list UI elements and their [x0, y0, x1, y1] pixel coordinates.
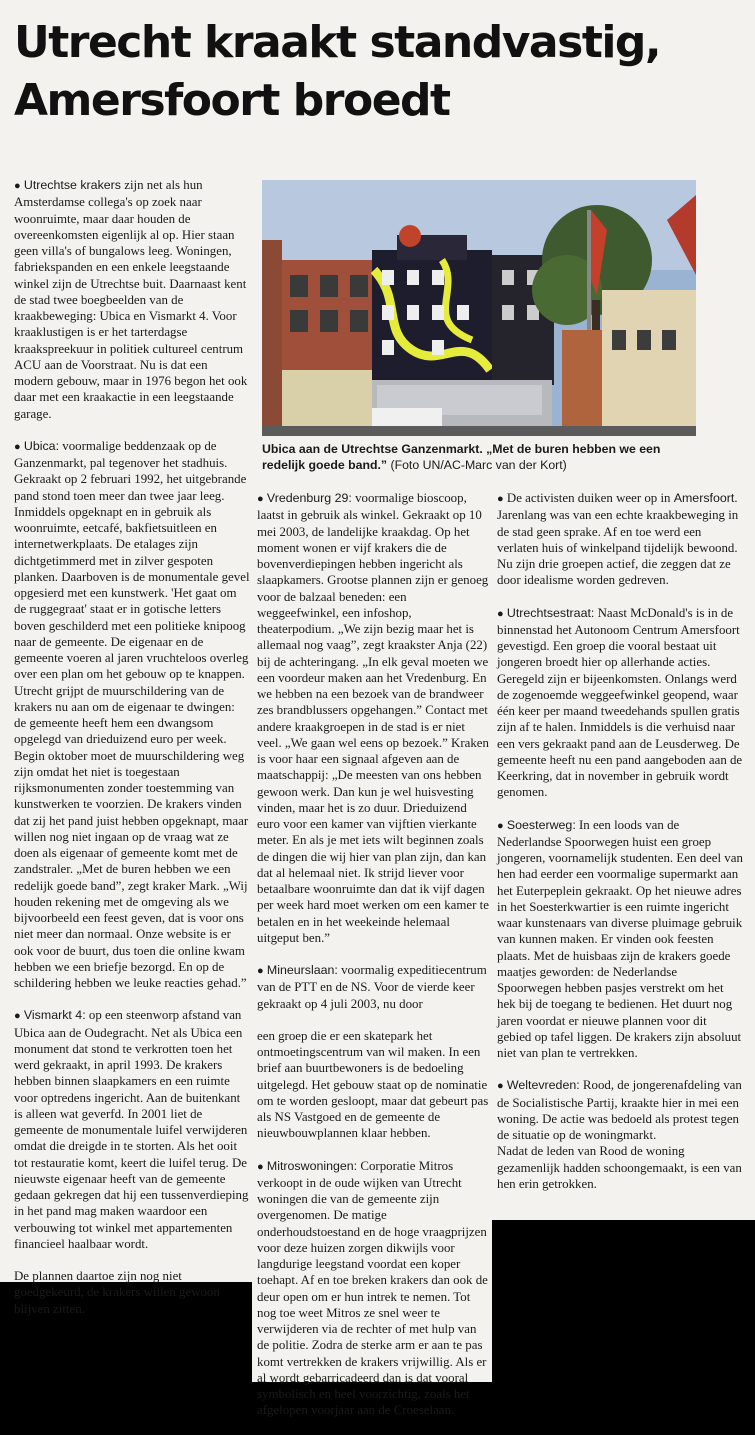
article-mineurslaan-body: voormalig expeditiecentrum van de PTT en de NS. Voor de vierde keer gekraakt op 4 juli 2003, nu door — [257, 963, 487, 1011]
article-amersfoort-body: . Jarenlang was van een echte kraakbeweging in de stad geen sprake. Af en toe werd een verlaten huis of winkelpand tijdelijk bewoond. Nu zijn drie groepen actief, die zeggen dat ze door idealisme worden gedreven. — [497, 491, 739, 588]
article-weltevreden-body: Rood, de jongerenafdeling van de Socialistische Partij, kraakte hier in mei een woning. De actie was bedoeld als protest tegen de situatie op de woningmarkt. — [497, 1078, 742, 1142]
building-photo — [262, 180, 696, 436]
article-mineurslaan — [257, 962, 489, 1012]
bullet-icon: ● — [257, 493, 264, 505]
article-vismarkt-end: De plannen daartoe zijn nog niet goedgekeurd, de krakers willen gewoon blijven zitten. — [14, 1269, 220, 1316]
bullet-icon: ● — [497, 607, 504, 620]
article-amersfoort — [497, 490, 743, 589]
bullet-icon: ● — [257, 1160, 264, 1173]
article-mitros-lead: Mitroswoningen: — [266, 1158, 358, 1173]
article-mineurslaan-end: een groep die er een skatepark het ontmoetingscentrum van wil maken. In een brief aan buurtbewoners is de bedoeling uitgelegd. Het gebouw staat op de nominatie om te worden gesloopt, maar dat gebeurt pas als NS Vastgoed en de gemeente de nieuwbouwplannen klaar hebben. — [257, 1028, 489, 1141]
article-vismarkt-body: op een steenworp afstand van Ubica aan de Oudegracht. Net als Ubica een monument dat stond te verkrotten toen het werd gekraakt, in april 1993. De krakers hebben binnen slaapkamers en een ruimte voor optredens ingericht. Aan de buitenkant is alleen wat geverfd. In 2001 liet de gemeente de monumentale luifel verwijderen omdat die dreigde in te storten. Als het ooit tot restauratie komt, keert die luifel terug. De nieuwste eigenaar heeft van de gemeente gedaan gekregen dat hij een tussenverdieping in het pand mag maken waardoor een verbouwing tot winkel met appartementen financieel haalbaar wordt. — [14, 1008, 249, 1251]
photo-caption — [262, 441, 692, 473]
building-photo-icon — [262, 180, 696, 436]
article-vismarkt — [14, 1007, 250, 1252]
column-1 — [14, 177, 250, 1333]
article-vredenburg — [257, 490, 489, 946]
article-vismarkt-lead: Vismarkt 4: — [23, 1008, 86, 1023]
article-utrechtsestraat — [497, 605, 743, 801]
article-weltevreden — [497, 1077, 743, 1192]
article-vredenburg-body: voormalige bioscoop, laatst in gebruik als winkel. Gekraakt op 10 mei 2003, de landelijke kraakdag. Op het moment wonen er vijf krakers die de bovenverdiepingen hebben ingericht als slaapkamers. Grootse plannen zijn er genoeg voor de balzaal beneden: een weggeefwinkel, een infoshop, theaterpodium. „We zijn bezig maar het is allemaal nog vaag”, zegt kraakster Anja (22) bij de achteringang. „In elk geval moeten we een voordeur maken aan het Vredenburg. En we hebben na een bezoek van de brandweer zes brandblussers opgehangen.” Contact met andere kraakgroepen in de stad is er niet veel. „We gaan wel eens op bezoek.” Kraken is voor haar een signaal afgeven aan de maatschappij: „De meesten van ons hebben gewoon werk. Dan kun je wel huisvesting vinden, maar het is zo duur. Drieduizend euro voor een kamer van vijftien vierkante meter. En als je met iets wilt beginnen zoals de dingen die wij hier van plan zijn, dan kan dat al helemaal niet. Ik strijd liever voor betaalbare woonruimte dan dat ik vijf dagen per week hard moet werken om een kamer te betalen en in het weekeinde helemaal uitgeput ben.” — [257, 491, 489, 945]
headline — [14, 14, 749, 130]
article-mineurslaan-lead: Mineurslaan: — [266, 963, 338, 977]
article-utrechtsestraat-body: Naast McDonald's is in de binnenstad het Autonoom Centrum Amersfoort gevestigd. Een groep die vooral bestaat uit jongeren broedt hier op allerhande acties. Geregeld zijn er bijeenkomsten. Onlangs werd de zogenoemde weggeefwinkel geopend, waar één keer per maand tweedehands spullen gratis zijn af te halen. Inmiddels is die verhuisd naar een vers gekraakt pand aan de Leusderweg. De gemeente heeft nu een pand aangeboden aan de Keerkring, dat in november in gebruik wordt genomen. — [497, 605, 743, 800]
article-ubica-body: voormalige beddenzaak op de Ganzenmarkt, pal tegenover het stadhuis. Gekraakt op 2 februari 1992, het uitgebrande pand stond toen meer dan twee jaar leeg. Inmiddels opgeknapt en in gebruik als woonruimte, eetcafé, bakfietsuitleen en internetwerkplaats. De etalages zijn dichtgetimmerd met in zilver gespoten planken. Daarboven is de monumentale gevel opgesierd met een kunstwerk. 'Het gaat om de ruggegraat' staat er in gotische letters boven geschilderd met een politieke knipoog naar de gemeente. De eigenaar en de gemeente voeren al jaren vruchteloos overleg over een plan om het gebouw op te knappen. Utrecht grijpt de muurschildering van de krakers nu aan om de eigenaar te dwingen: de gemeente heeft hem een dwangsom opgelegd van drieduizend euro per week. Begin oktober moet de muurschildering weg zijn omdat het niet is toegestaan rijksmonumenten zonder toestemming van kunstwerken te voorzien. De krakers vinden dat zij het pand juist hebben opgeknapt, maar willen nog niet ingaan op de vraag wat ze doen als eigenaar of gemeente komt met de zandstraler. „Met de buren hebben we een redelijk goede band”, zegt kraker Mark. „Wij houden rekening met de omgeving als we bijvoorbeeld een feest geven, dat is voor ons niet meer dan normaal. Onze website is er ook voor de buurt, dus toen die online kwam hebben we een briefje bezorgd. En op de schildering hebben we leuke reacties gehad.” — [14, 438, 250, 990]
article-soesterweg-lead: Soesterweg: — [506, 817, 576, 832]
bullet-icon: ● — [257, 965, 264, 977]
article-mitros-body: Corporatie Mitros verkoopt in de oude wijken van Utrecht woningen die van de gemeente zijn overgenomen. De matige onderhoudstoestand en de hoge vraagprijzen voor deze huizen zorgen dikwijls voor langdurige leegstand voordat een koper toehapt. Af en toe breken krakers dan ook de deur open om er hun intrek te nemen. Tot nog toe weet Mitros ze snel weer te verwijderen via de rechter of met hulp van de politie. Zodra de sterke arm er aan te pas komt vertrekken de krakers vrijwillig. Als er al wordt gebarricadeerd dan is dat vooral symbolisch en heel voorzichtig, zoals het afgelopen voorjaar aan de Croeselaan. — [257, 1158, 488, 1418]
article-amersfoort-lead: Amersfoort — [673, 491, 735, 505]
article-ubica — [14, 438, 250, 992]
bullet-icon: ● — [14, 440, 21, 453]
article-weltevreden-lead: Weltevreden: — [506, 1078, 580, 1093]
bullet-icon: ● — [497, 493, 504, 505]
bullet-icon: ● — [497, 819, 504, 832]
article-weltevreden-end: Nadat de leden van Rood de woning gezamenlijk hadden schoongemaakt, is een van hen erin getrokken. — [497, 1144, 742, 1191]
article-soesterweg-body: In een loods van de Nederlandse Spoorwegen huist een groep jongeren, voornamelijk studenten. Een deel van hen had eerder een voormalige supermarkt aan het Euterpeplein gekraakt. Op het nieuwe adres in het Soesterkwartier is een ruimte ingericht waar kunstenaars van diverse pluimage gebruik van kunnen maken. Er vinden ook feesten plaats. Met de huisbaas zijn de krakers goede maatjes geworden: de Nederlandse Spoorwegen hebben pasjes verstrekt om het hek bij de toegang te bedienen. Het duurt nog jaren voordat er nieuwe plannen voor dit gebied op tafel liggen. De krakers zijn absoluut niet van plan te vertrekken. — [497, 817, 743, 1060]
article-intro-lead: Utrechtse krakers — [23, 178, 121, 192]
article-amersfoort-pre: De activisten duiken weer op in — [506, 491, 671, 505]
headline-line-1: Utrecht kraakt standvastig, — [14, 17, 661, 68]
article-soesterweg — [497, 817, 743, 1062]
article-mitros — [257, 1158, 489, 1419]
article-utrechtsestraat-lead: Utrechtsestraat: — [506, 605, 595, 620]
column-3 — [497, 490, 743, 1208]
article-ubica-lead: Ubica: — [23, 438, 60, 453]
bullet-icon: ● — [14, 1010, 21, 1023]
bullet-icon: ● — [14, 180, 21, 192]
column-2 — [257, 490, 489, 1435]
article-intro-body: zijn net als hun Amsterdamse collega's op zoek naar woonruimte, maar daar houden de overeenkomsten eigenlijk al op. Hier staan geen villa's of bungalows leeg. Woningen, fabriekspanden en een enkele leegstaande winkel zijn de Utrechtse buit. Daarnaast kent de stad twee boegbeelden van de kraakbeweging: Ubica en Vismarkt 4. Voor kraaklustigen is er het tarterdagse kraakspreekuur in politiek cultureel centrum ACU aan de Voorstraat. Nu is dat een modern gebouw, maar in 1976 begon het ook daar met een kraakactie in een leegstaande garage. — [14, 178, 248, 421]
article-vredenburg-lead: Vredenburg 29: — [266, 491, 352, 505]
bullet-icon: ● — [497, 1080, 504, 1093]
headline-line-2: Amersfoort broedt — [14, 75, 450, 126]
caption-text: Ubica aan de Utrechtse Ganzenmarkt. „Met de buren hebben we een redelijk goede band.” — [262, 442, 661, 472]
caption-credit: (Foto UN/AC-Marc van der Kort) — [390, 458, 567, 472]
article-intro — [14, 177, 250, 422]
